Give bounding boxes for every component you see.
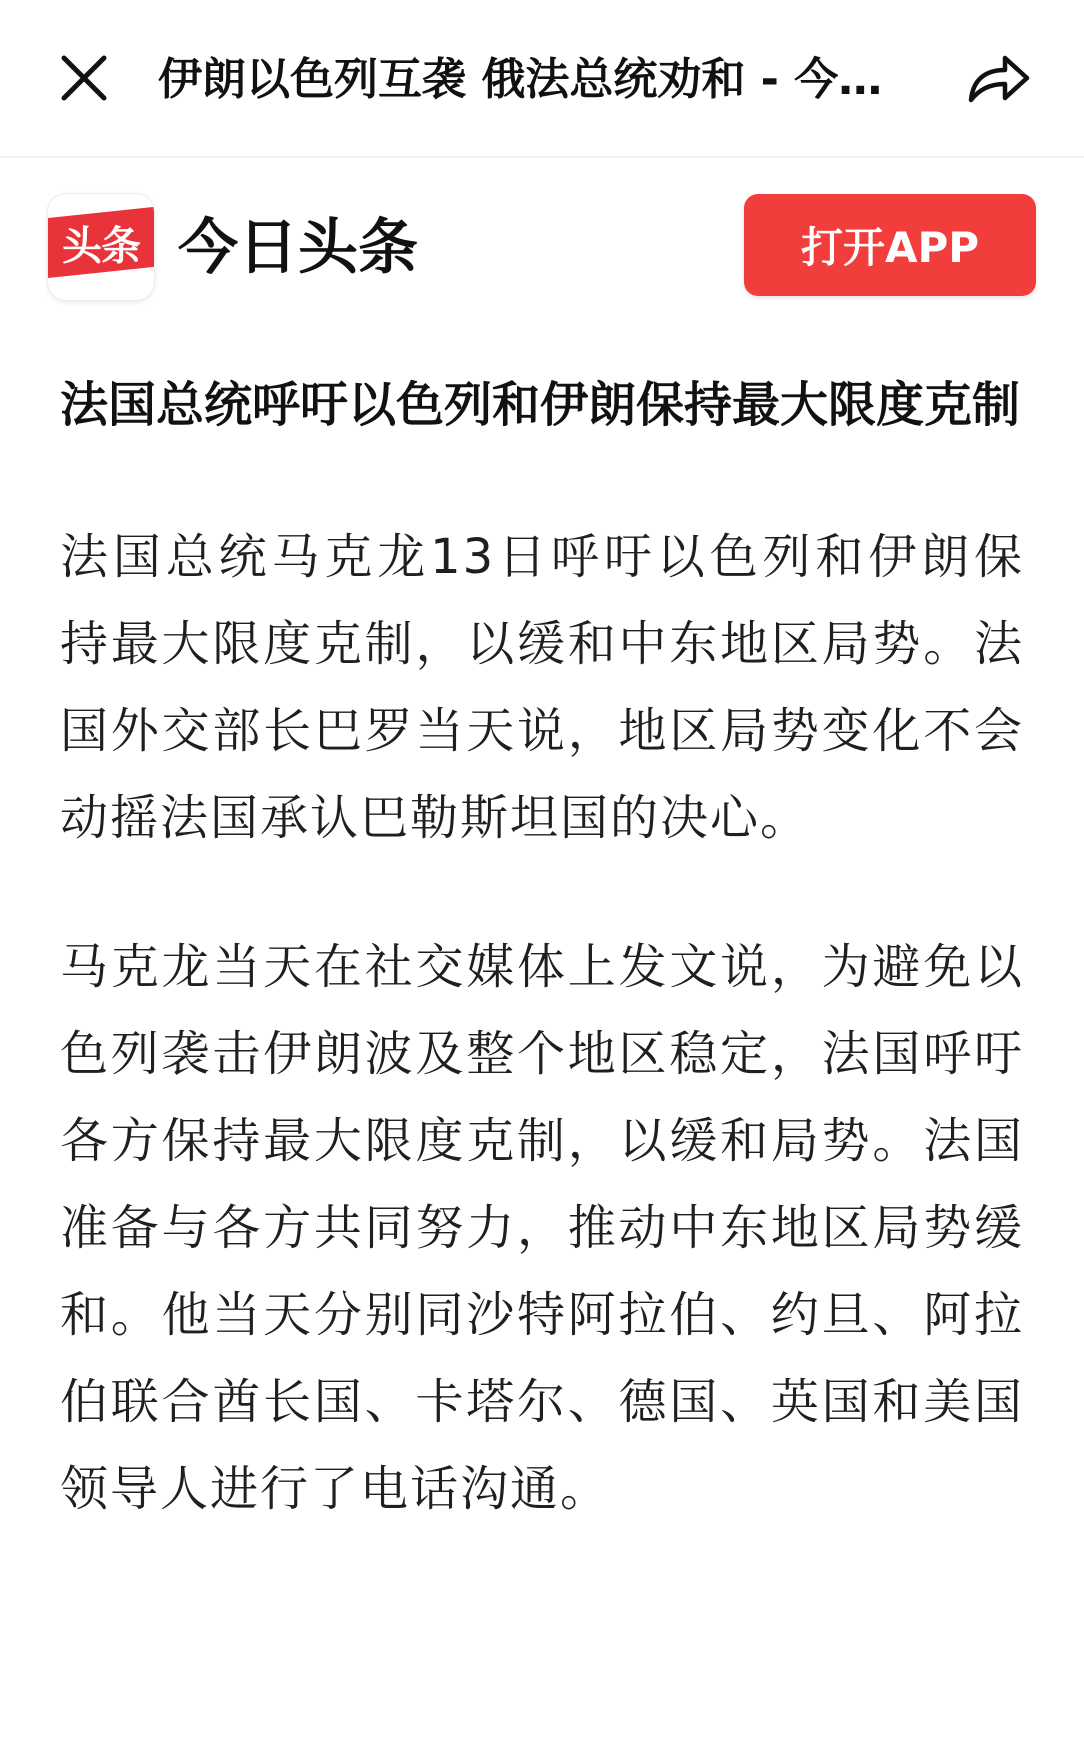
article-paragraph: 法国总统马克龙13日呼吁以色列和伊朗保持最大限度克制，以缓和中东地区局势。法国外交部长巴罗当天说，地区局势变化不会动摇法国承认巴勒斯坦国的决心。	[60, 529, 1024, 846]
close-icon	[59, 53, 109, 107]
article-headline: 法国总统呼吁以色列和伊朗保持最大限度克制	[60, 377, 1021, 433]
toutiao-logo	[48, 194, 154, 300]
page-title: 伊朗以色列互袭 俄法总统劝和 - 今…	[158, 54, 883, 105]
open-app-button[interactable]: 打开APP	[744, 194, 1036, 296]
article-paragraph: 马克龙当天在社交媒体上发文说，为避免以色列袭击伊朗波及整个地区稳定，法国呼吁各方保持最大限度克制，以缓和局势。法国准备与各方共同努力，推动中东地区局势缓和。他当天分别同沙特阿拉伯、约旦、阿拉伯联合酋长国、卡塔尔、德国、英国和美国领导人进行了电话沟通。	[60, 939, 1024, 1517]
article	[60, 362, 1024, 1533]
share-button[interactable]	[958, 40, 1038, 120]
top-bar	[0, 0, 1084, 158]
brand-name: 今日头条	[178, 213, 418, 283]
share-icon	[965, 50, 1031, 110]
brand-bar	[0, 158, 1084, 308]
logo-text: 头条	[62, 222, 140, 269]
close-button[interactable]	[52, 48, 116, 112]
logo-flag	[48, 207, 154, 278]
